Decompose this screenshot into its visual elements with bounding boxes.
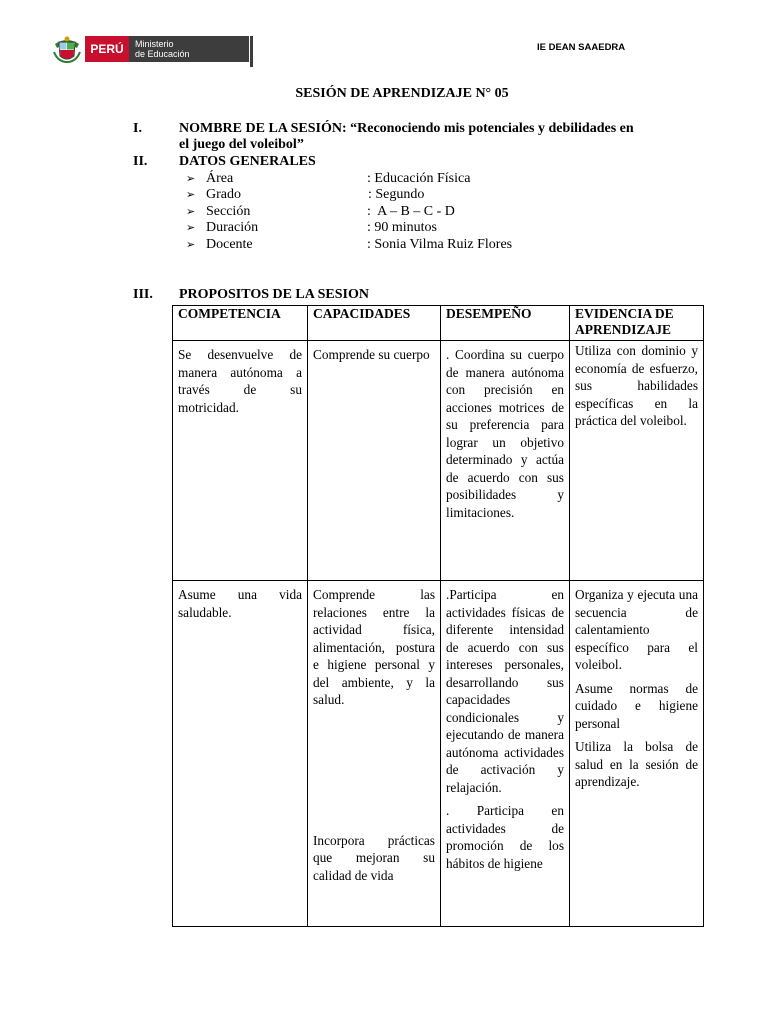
session-name-line1: NOMBRE DE LA SESIÓN: “Reconociendo mis potenciales y debilidades en xyxy=(179,121,634,136)
header-capacidades: CAPACIDADES xyxy=(308,306,441,341)
page-title: SESIÓN DE APRENDIZAJE N° 05 xyxy=(295,86,509,101)
datos-value-grado: : Segundo xyxy=(368,187,425,202)
header-competencia: COMPETENCIA xyxy=(173,306,308,341)
section1-number: I. xyxy=(133,121,142,136)
desempeno-text: . Participa en actividades de promoción de los hábitos de higiene xyxy=(446,803,564,871)
table-row xyxy=(173,581,704,927)
section3-number: III. xyxy=(133,287,153,302)
ministry-logo xyxy=(129,36,249,62)
datos-label-area: Área xyxy=(206,171,234,186)
cell-desempenos xyxy=(441,581,570,927)
cell-desempeno: . Coordina su cuerpo de manera autónoma con precisión en acciones motrices de su preferencia para lograr un objetivo determinado y actúa de acuerdo con sus posibilidades y limitaciones. xyxy=(441,341,570,581)
cell-capacidad: Comprende su cuerpo xyxy=(308,341,441,581)
capacidad-text: Comprende las relaciones entre la actividad física, alimentación, postura e higiene personal y del ambiente, y la salud. xyxy=(313,587,435,707)
purposes-table xyxy=(172,305,704,927)
datos-value-area: : Educación Física xyxy=(367,171,471,186)
cell-capacidades xyxy=(308,581,441,927)
evidencia-text: Organiza y ejecuta una secuencia de calentamiento específico para el voleibol. xyxy=(575,587,698,672)
coat-of-arms-icon xyxy=(52,34,82,64)
table-header-row xyxy=(173,306,704,341)
cell-evidencia: Utiliza con dominio y economía de esfuerzo, sus habilidades específicas en la práctica del voleibol. xyxy=(570,341,704,581)
evidencia-text: Asume normas de cuidado e higiene personal xyxy=(575,680,698,731)
evidencia-text: Utiliza la bolsa de salud en la sesión de aprendizaje. xyxy=(575,739,698,789)
header-divider xyxy=(250,36,253,67)
arrow-bullet-icon: ➢ xyxy=(186,239,196,251)
table-row xyxy=(173,341,704,581)
ministry-line2: de Educación xyxy=(135,49,190,59)
peru-logo xyxy=(85,36,129,62)
section3-heading: PROPOSITOS DE LA SESION xyxy=(179,287,369,302)
session-name-line2: el juego del voleibol” xyxy=(179,137,304,152)
desempeno-text: .Participa en actividades físicas de diferente intensidad de acuerdo con sus intereses personales, desarrollando sus capacidades condicionales y ejecutando de manera autónoma actividades de activación y relajación. xyxy=(446,587,564,795)
arrow-bullet-icon: ➢ xyxy=(186,206,196,218)
datos-label-duracion: Duración xyxy=(206,220,259,235)
capacidad-text: Incorpora prácticas que mejoran su calidad de vida xyxy=(313,832,435,883)
datos-value-docente: : Sonia Vilma Ruiz Flores xyxy=(367,237,513,252)
school-name: IE DEAN SAAEDRA xyxy=(537,42,626,53)
datos-label-grado: Grado xyxy=(206,187,241,202)
cell-evidencias xyxy=(570,581,704,927)
section2-heading: DATOS GENERALES xyxy=(179,154,316,169)
arrow-bullet-icon: ➢ xyxy=(186,222,196,234)
header-evidencia: EVIDENCIA DE APRENDIZAJE xyxy=(570,306,704,341)
datos-label-seccion: Sección xyxy=(206,204,251,219)
arrow-bullet-icon: ➢ xyxy=(186,189,196,201)
cell-competencia: Asume una vida saludable. xyxy=(173,581,308,927)
section2-number: II. xyxy=(133,154,148,169)
ministry-line1: Ministerio xyxy=(135,39,174,49)
cell-competencia: Se desenvuelve de manera autónoma a través de su motricidad. xyxy=(173,341,308,581)
arrow-bullet-icon: ➢ xyxy=(186,173,196,185)
country-label: PERÚ xyxy=(90,42,124,56)
datos-label-docente: Docente xyxy=(206,237,253,252)
header-desempeno: DESEMPEÑO xyxy=(441,306,570,341)
datos-value-seccion: : A – B – C - D xyxy=(367,204,455,219)
datos-value-duracion: : 90 minutos xyxy=(367,220,438,235)
